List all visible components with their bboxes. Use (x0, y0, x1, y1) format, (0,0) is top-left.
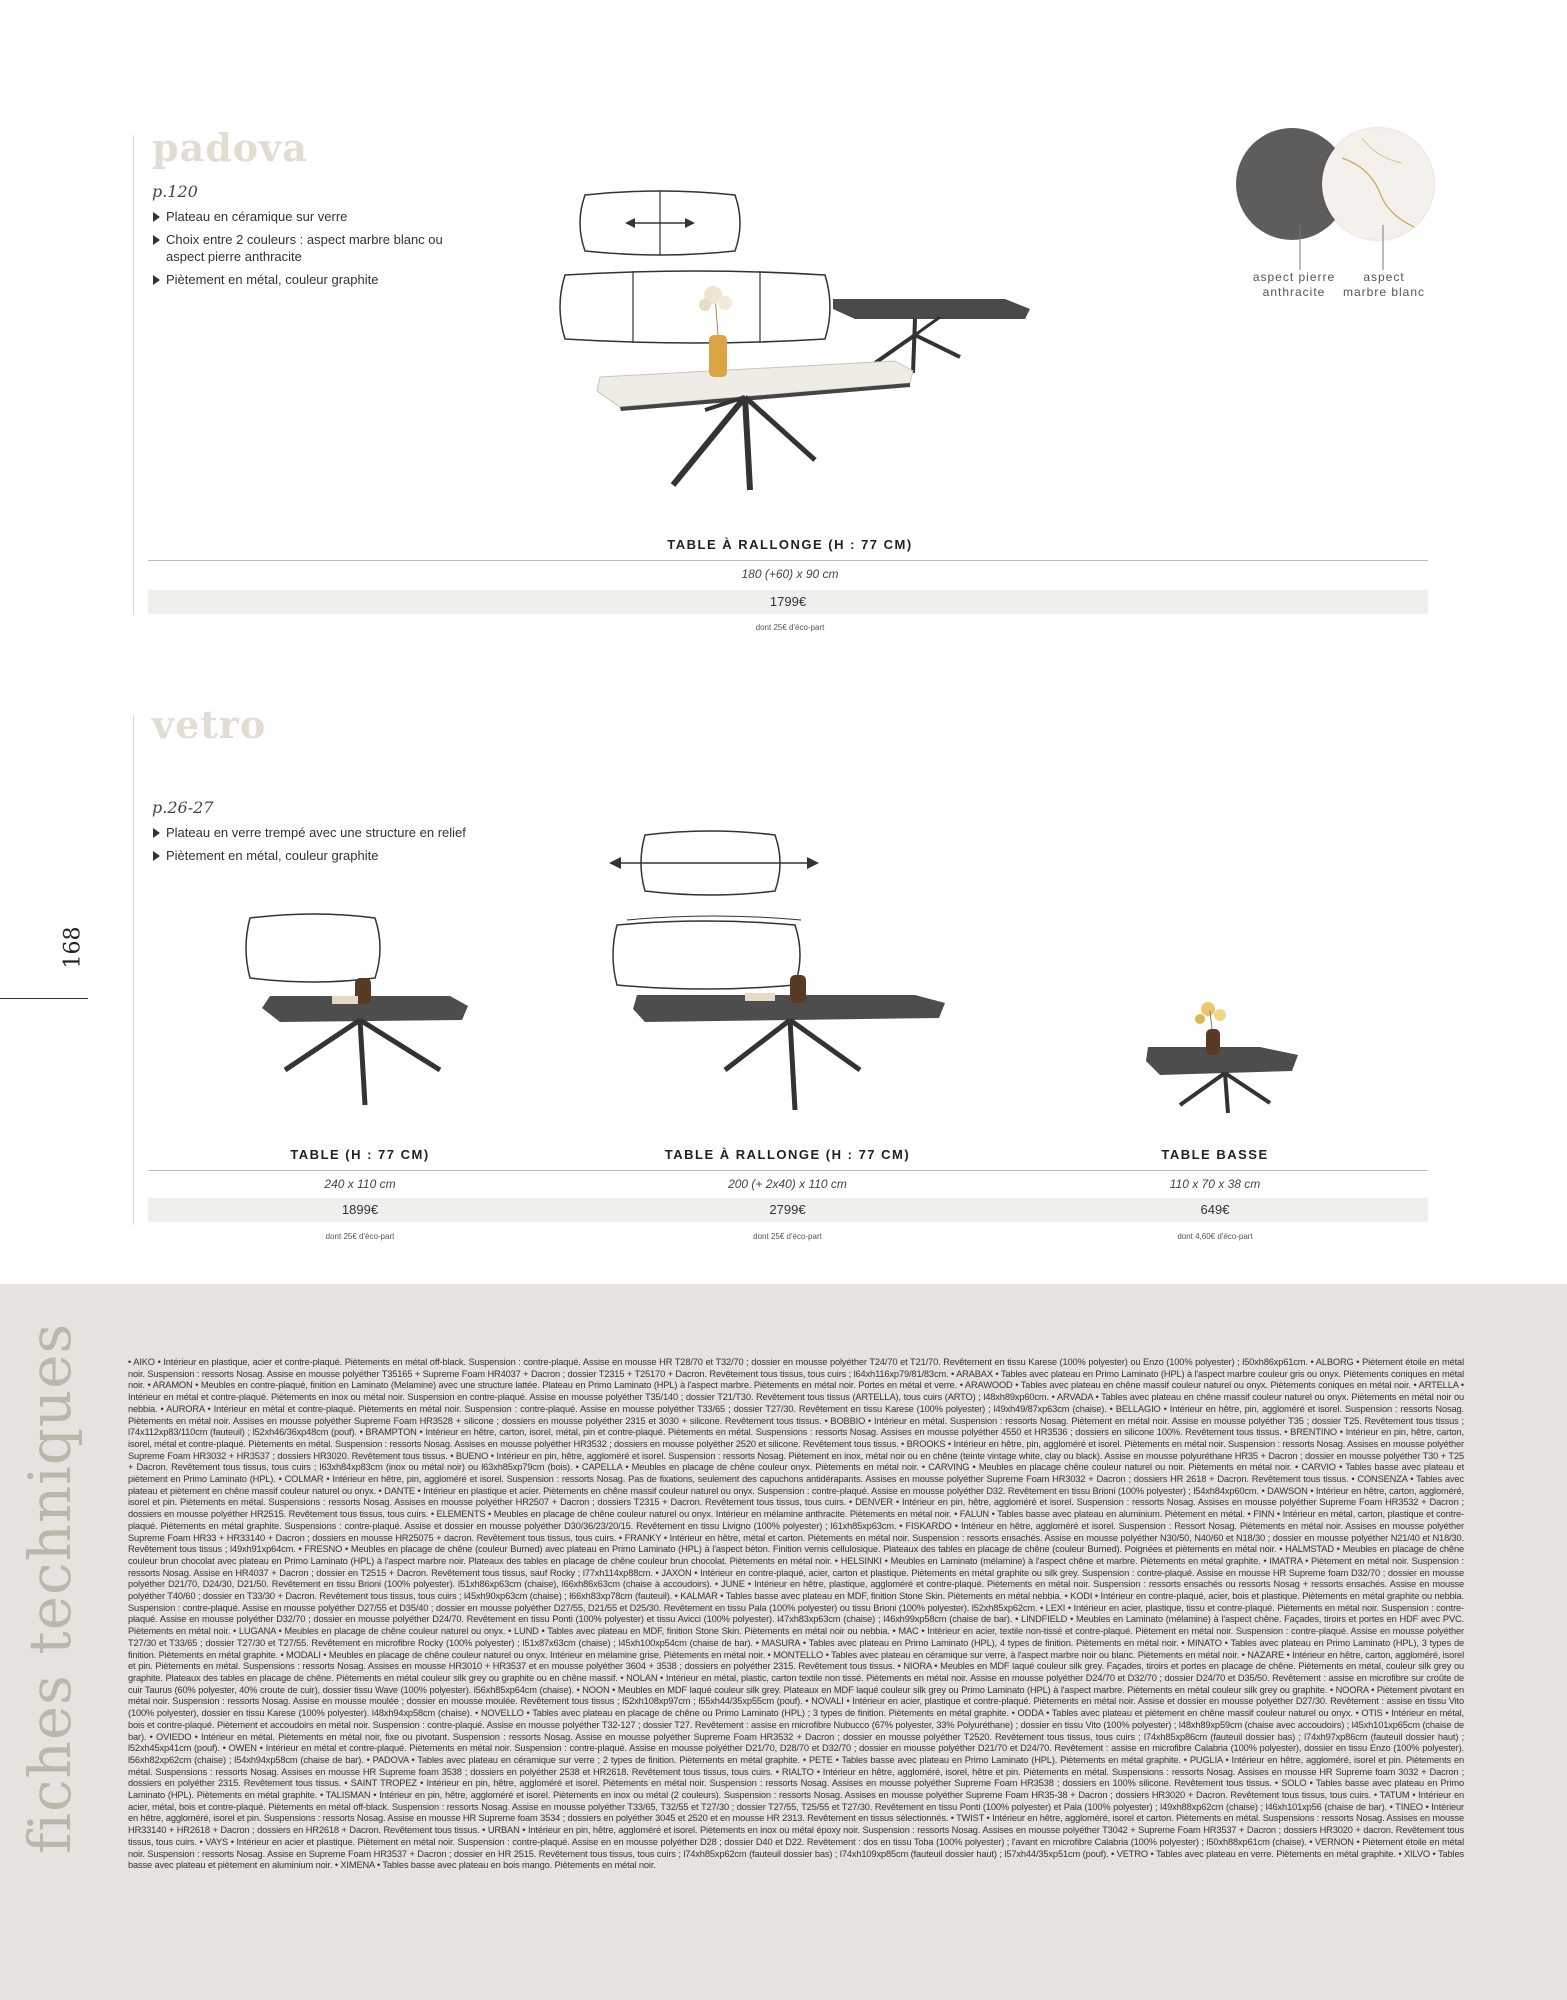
tech-sheet-title: fiches techniques (16, 1322, 84, 1854)
vetro-extension-eco-part: dont 25€ d'éco-part (753, 1232, 822, 1241)
swatch-marble (1322, 128, 1434, 240)
tech-sheet-text: • AIKO • Intérieur en plastique, acier et contre-plaqué. Piètements en métal off-black. Suspension : contre-plaqué. Assise en mousse HR T28/70 et T32/70 ; dossier en mousse polyéther T24/70 et T21/70. Revêtement en tissu Karese (100% polyester) ou Enzo (100% polyester) ; l50xh86xp61cm. • ALBORG • Piètement étoile en métal noir. Suspension : ressorts Nosag. Assise en mousse polyéther T35165 + Supreme Foam HR4037 + Dacron ; dossier T2315 + T25170 + Dacron. Revêtement tous tissus, tous cuirs ; l64xh116xp79/81/83cm. • ARABAX • Tables avec plateau en Primo Laminato (HPL) à l'aspect marbre couleur gris ou onyx. Piètements coniques en métal noir. • ARAMON • Meubles en contre-plaqué, finition en Laminato (Melamine) avec une structure lattée. Plateau en Primo Laminato (HPL) à l'aspect marbre. Piètements en métal noir. Portes en métal et verre. • ARAWOOD • Tables avec plateau en chêne massif couleur naturel ou onyx. Piètements coniques en métal noir. • ARTELLA • Intérieur en métal et contre-plaqué. Piètements en inox ou métal noir. Suspension en contre-plaqué. Assise en mousse polyéther T35/140 ; dossier T21/T30. Revêtement tous tissus (ARTELLA), tous cuirs (ARTO) ; l48xh89xp60cm. • ARVADA • Tables avec plateau en chêne massif couleur naturel ou onyx. Piètements en métal noir ou nebbia. • AURORA • Intérieur en métal et contre-plaqué. Piètements en métal noir. Suspension : contre-plaqué. Assise en mousse polyéther T33/65 ; dossier T27/30. Revêtement en tissu Karese (100% polyester) ; l49xh49/87xp63cm (chaise). • BELLAGIO • Intérieur en hêtre, pin, aggloméré et isorel. Suspension : ressorts Nosag. Piètements en métal noir. Assises en mousse polyéther Supreme Foam HR3528 + silicone ; dossiers en mousse polyéther 2315 et 3030 + silicone. Revêtement tous tissus. • BOBBIO • Intérieur en métal. Suspension : ressorts Nosag. Piètement en métal noir. Assise en mousse polyéther T35 ; dossier T25. Revêtement tous tissus ; l74x112xp83/110cm (fauteuil) ; l52xh46/36xp48cm (pouf). • BRAMPTON • Intérieur en hêtre, carton, isorel, métal, pin et contre-plaqué. Piètements en métal. Suspensions : ressorts Nosag. Assises en mousse polyéther 4550 et HR3536 ; dossiers en silicone 100%. Revêtement tous tissus. • BRENTINO • Intérieur en pin, hêtre, carton, isorel, métal et contre-plaqué. Piètements en métal. Suspension : ressorts Nosag. Assises en mousse polyéther HR3532 ; dossiers en mousse polyéther 2520 et silicone. Revêtement tous tissus. • BROOKS • Intérieur en hêtre, pin, aggloméré et isorel. Piètements en métal noir. Suspension : ressorts Nosag. Assises en mousse polyéther Supreme Foam HR3032 + HR3537 ; dossiers HR3020. Revêtement tous tissus. • BUENO • Intérieur en pin, hêtre, aggloméré et isorel. Suspension : ressorts Nosag. Piètement en inox, métal noir ou en chêne (teinte vintage white, clay ou black). Assise en mousse polyuréthane HR35 + Dacron ; dossier en mousse polyéther T30 + T25 + Dacron. Revêtement tous tissus, tous cuirs ; l63xh84xp83cm (inox ou métal noir) ou l63xh85xp79cm (bois). • CAPELLA • Meubles en placage de chêne couleur onyx. Piètements en métal noir. • CARVING • Meubles en placage chêne couleur naturel ou noir. Piètements en métal noir. • CARVIO • Tables basse avec plateau et piètement en Primo Laminato (HPL). • COLMAR • Intérieur en hêtre, pin, aggloméré et isorel. Suspension : ressorts Nosag. Pas de fixations, seulement des capuchons antidérapants. Assises en mousse polyéther Supreme Foam HR3032 + Dacron ; dossiers HR 2618 + Dacron. Revêtement tous tissus. • CONSENZA • Tables avec plateau et piètement en chêne massif couleur naturel ou onyx. • DANTE • Intérieur en plastique et acier. Piètements en chêne massif couleur naturel ou onyx. Suspension : contre-plaqué. Assise en mousse polyéther D32. Revêtement en tissu Brioni (100% polyester) ; l54xh84xp60cm. • DAWSON • Intérieur en hêtre, carton, aggloméré, isorel et pin. Piètements en métal. Suspensions : ressorts Nosag. Assises en mousse polyéther HR2507 + Dacron ; dossiers T2315 + Dacron. Revêtement tous tissus, tous cuirs. • DENVER • Intérieur en pin, hêtre, aggloméré et isorel. Suspension : ressorts Nosag. Assises en mousse polyéther Supreme Foam HR3532 + Dacron ; dossiers en mousse polyéther HR2515. Revêtement tous tissus, tous cuirs. • ELEMENTS • Meubles en placage de chêne couleur naturel ou onyx. Intérieur en mélamine anthracite. Piètements en métal noir. • FALUN • Tables basse avec plateau en aluminium. Piètement en métal. • FINN • Intérieur en métal, carton, plastique et contre-plaqué. Piètements en métal graphite. Suspensions : contre-plaqué. Assise et dossier en mousse polyéther D30/36/23/20/15. Revêtement en tissu Livigno (100% polyester) ; l61xh85xp63cm. • FISKARDO • Intérieur en hêtre, aggloméré et isorel. Suspension : Ressort Nosag. Piètements en métal noir. Assises en mousse polyéther Supreme Foam HR33 + HR33140 + Dacron ; dossiers en mousse HR25075 + dacron. Revêtement tous tissus, tous cuirs. • FRANKY • Intérieur en hêtre, métal et carton. Piètements en métal noir. Suspension : ressorts ensachés. Assise en mousse polyéther N30/50, N40/60 et N18/30 ; dossier en mousse polyéther N21/40 et N18/30. Revêtement tous tissus ; l49xh91xp64cm. • FRESNO • Meubles en placage de chêne (couleur Burned) avec plateau en Primo Laminato (HPL) à l'aspect béton. Finition vernis cellulosique. Plateaux des tables en placage de chêne (couleur Burned). Poignées et piètements en métal noir. • HALMSTAD • Meubles en placage de chêne couleur brun chocolat avec plateau en Primo Laminato (HPL) à l'aspect marbre noir. Plateaux des tables en placage de chêne couleur brun chocolat. Piètements en métal noir. • HELSINKI • Meubles en Laminato (mélamine) à l'aspect chêne et marbre. Piètements en métal graphite. • IMATRA • Piètement en métal noir. Suspension : ressorts Nosag. Assise en HR4037 + Dacron ; dossier en T2515 + Dacron. Revêtement tous tissus, sauf Rocky ; l77xh114xp88cm. • JAXON • Intérieur en contre-plaqué, acier, carton et plastique. Piètements en métal graphite ou silk grey. Suspension : contre-plaqué. Assise en mousse HR Supreme foam D32/70 ; dossier en mousse polyéther D21/70, D24/30, D21/50. Revêtement en tissu Brioni (100% polyester). l51xh86xp63cm (chaise), l66xh86x63cm (chaise à accoudoirs). • JUNE • Intérieur en hêtre, plastique, aggloméré et contre-plaqué. Piètements en métal noir. Suspension : ressorts ensachés ou ressorts Nosag + ressorts ensachés. Assise en mousse polyéther T40/60 ; dossier en T33/30 + Dacron. Revêtement tous tissus, tous cuirs ; l45xh90xp63cm (chaise) ; l66xh83xp78cm (fauteuil). • KALMAR • Tables basse avec plateau en MDF, finition Stone Skin. Piètements en métal nebbia. • KODI • Intérieur en contre-plaqué, acier, bois et plastique. Piètements en métal graphite ou nebbia. Suspension : contre-plaqué. Assise en mousse polyéther D27/55 et D35/40 ; dossier en mousse polyéther D27/55, D21/55 et D25/30. Revêtement en tissu Pala (100% polyester) ou tissu Brioni (100% polyester). l52xh85xp62cm. • LEXI • Intérieur en acier, plastique, tissu et contre-plaqué. Piètements en métal noir. Suspension : contre-plaqué. Assise en mousse polyéther D32/70 ; dossier en mousse polyéther D24/70. Revêtement en tissu Ponti (100% polyester) et tissu Avicci (100% polyester). l47xh83xp63cm (chaise) ; l46xh99xp58cm (chaise de bar). • LINDFIELD • Meubles en Laminato (mélamine) à l'aspect chêne. Façades, tiroirs et portes en HDF avec PVC. Piètements en métal noir. • LUGANA • Meubles en placage de chêne couleur naturel ou onyx. • LUND • Tables avec plateau en MDF, finition Stone Skin. Piètements en métal noir ou nebbia. • MAC • Intérieur en acier, textile non-tissé et contre-plaqué. Piètement en métal noir. Suspension : contre-plaqué. Assise en mousse polyéther T27/30 et T33/65 ; dossier T27/30 et T27/55. Revêtement en microfibre Rocky (100% polyester) ; l51x87x63cm (chaise) ; l45xh100xp54cm (chaise de bar). • MASURA • Tables avec plateau en Primo Laminato (HPL), 4 types de finition. Piètements en métal noir. • MINATO • Tables avec plateau en Primo Laminato (HPL), 3 types de finition. Piètements en métal graphite. • MODALI • Meubles en placage de chêne couleur naturel ou onyx. Intérieur en mélamine grise. Piètements en métal noir. • MONTELLO • Tables avec plateau en céramique sur verre, à l'aspect marbre noir ou blanc. Piètements en métal noir. • NAZARE • Intérieur en hêtre, carton, aggloméré, isorel et pin. Piètements en métal. Suspensions : ressorts Nosag. Assises en mousse HR3010 + HR3537 et en mousse polyéther 3604 + 3538 ; dossiers en polyéther 2315. Revêtement tous tissus. • NIORA • Meubles en MDF laqué couleur silk grey. Façades, tiroirs et portes en placage de chêne. Piètements en métal, couleur silk grey ou graphite. Plateaux des tables en placage de chêne. Piètements en métal couleur silk grey ou graphite ou en chêne massif. • NOLAN • Intérieur en métal, plastic, carton textile non tissé. Piètements en métal noir. Assise en mousse polyéther D24/70 et D32/70 ; dossier D24/70 et D35/50. Revêtement : assise en microfibre sur croûte de cuir Taurus (60% polyester, 40% croute de cuir), dossier tissu Wave (100% polyester). l56xh85xp64cm (chaise). • NOON • Meubles en MDF laqué couleur silk grey. Plateaux en MDF laqué couleur silk grey ou Primo Laminato (HPL) à l'aspect marbre. Piètements en métal couleur silk grey ou graphite. • NOORA • Piètement pivotant en métal noir. Suspension : ressorts Nosag. Assise en mousse moulée ; dossier en mousse moulée. Revêtement tous tissus ; l52xh108xp97cm ; l55xh44/35xp55cm (pouf). • NOVALI • Intérieur en acier, plastique et contre-plaqué. Piètements en métal noir. Assise et dossier en mousse polyéther D27/30. Revêtement : assise en tissu Vito (100% polyester), dossier en tissu Karese (100% polyester). l48xh94xp58cm (chaise). • NOVELLO • Tables avec plateau en placage de chêne ou Primo Laminato (HPL) ; 3 types de finition. Piètements en métal graphite. • ODDA • Tables avec plateau et piètement en chêne massif couleur naturel ou onyx. • OTIS • Intérieur en métal, bois et contre-plaqué. Piètement et accoudoirs en métal noir. Suspension : contre-plaqué. Assise en mousse polyéther T32-127 ; dossier T27. Revêtement : assise en microfibre Nubucco (67% polyester, 33% Polyuréthane) ; dossier en tissu Vito (100% polyester) ; l48xh89xp59cm (chaise avec accoudoirs) ; l45xh101xp65cm (chaise de bar). • OVIEDO • Intérieur en métal. Piètements en métal noir, fixe ou pivotant. Suspension : ressorts Nosag. Assise en mousse polyéther Supreme Foam HR3532 + Dacron ; dossier en mousse polyéther T2520. Revêtement tous tissus, tous cuirs ; l74xh85xp86cm (fauteuil dossier bas) ; l74xh97xp86cm (fauteuil dossier haut) ; l52xh45xp41cm (pouf). • OWEN • Intérieur en métal et contre-plaqué. Piètements en métal noir. Suspension : contre-plaqué. Assise en mousse polyéther D21/70, D28/70 et D32/70 ; dossier en mousse polyéther D21/70 et D24/70. Revêtement : assise en microfibre Calabria (100% polyester), dossier en tissu Enzo (100% polyester). l56xh82xp62cm (chaise) ; l54xh94xp58cm (chaise de bar). • PADOVA • Tables avec plateau en céramique sur verre ; 2 types de finition. Piètements en métal graphite. • PETE • Tables basse avec plateau en Primo Laminato (HPL). Piètements en métal graphite. • PUGLIA • Intérieur en hêtre, aggloméré, isorel et pin. Piètements en métal. Suspensions : ressorts Nosag. Assises en mousse HR Supreme foam 3538 ; dossiers en polyéther 2538 et HR2618. Revêtement tous tissus, tous cuirs. • RIALTO • Intérieur en hêtre, aggloméré, isorel, hêtre et pin. Piètements en métal. Suspensions : ressorts Nosag. Assises en mousse HR Supreme foam 3032 + Dacron ; dossiers en polyéther 2315. Revêtement tous tissus. • SAINT TROPEZ • Intérieur en pin, hêtre, aggloméré et isorel. Piètements en métal noir. Suspension : ressorts Nosag. Assises en mousse polyéther Supreme Foam HR3538 ; dossiers en 100% silicone. Revêtement tous tissus. • SOLO • Tables basse avec plateau en Primo Laminato (HPL). Piètements en métal graphite. • TALISMAN • Intérieur en pin, hêtre, aggloméré et isorel. Piètements en inox ou métal (2 couleurs). Suspension : ressorts Nosag. Assises en mousse polyéther Supreme Foam HR35-38 + Dacron ; dossiers HR3020 + Dacron. Revêtement tous tissus, tous cuirs. • TATUM • Intérieur en acier, métal, bois et contre-plaqué. Piètements en métal off-black. Suspension : ressorts Nosag. Assise en mousse polyéther T33/65, T32/55 et T27/30 ; dossier T27/55, T25/55 et T27/30. Revêtement en tissu Ponti (100% polyester) et Pala (100% polyester) ; l49xh88xp62cm (chaise) ; l46xh101xp56 (chaise de bar). • TINEO • Intérieur en hêtre, aggloméré, isorel et pin. Suspensions : ressorts Nosag. Assise en mousse HR Supreme foam 3534 ; dossiers en polyéther 3045 et 2520 et en mousse HR 2313. Revêtement en tissus sélectionnés. • TWIST • Intérieur en hêtre, aggloméré, isorel et carton. Piètements en métal. Suspensions : ressorts Nosag. Assises en mousse HR33140 + HR2618 + Dacron ; dossiers en HR2618 + Dacron. Revêtement tous tissus. • URBAN • Intérieur en pin, hêtre, aggloméré et isorel. Piètements en inox ou métal époxy noir. Suspension : ressorts Nosag. Assises en mousse polyéther T3042 + Supreme Foam HR3537 + Dacron ; dossiers HR3020 + dacron. Revêtement tous tissus, tous cuirs. • VAYS • Intérieur en acier et plastique. Piètement en métal noir. Suspension : contre-plaqué. Assise en en mousse polyéther D28 ; dossier D40 et D22. Revêtement : dos en tissu Toba (100% polyester) ; l'avant en microfibre Calabria (100% polyester) ; l50xh88xp61cm (chaise). • VERNON • Piètement étoile en métal noir. Suspension : ressorts Nosag. Assise en Supreme Foam HR3537 + Dacron ; dossier en HR 2515. Revêtement tous tissus, tous cuirs ; l74xh85xp62cm (fauteuil dossier bas) ; l74xh109xp85cm (fauteuil dossier haut) ; l57xh44/35xp51cm (pouf). • VETRO • Tables avec plateau en verre. Piètements en métal graphite. • XILVO • Tables basse avec plateau et piètement en aluminium noir. • XIMENA • Tables basse avec plateau en bois mango. Piètements en métal noir. (128, 1357, 1464, 1871)
vetro-coffee-table-dimensions: 110 x 70 x 38 cm (1169, 1177, 1261, 1191)
padova-features (152, 208, 452, 294)
feature-item: Piètement en métal, couleur graphite (152, 847, 532, 864)
vetro-page-ref: p.26-27 (152, 798, 214, 817)
marble-table-top (597, 361, 913, 407)
vetro-features (152, 824, 532, 870)
padova-section-rule (133, 135, 134, 615)
padova-eco-part: dont 25€ d'éco-part (755, 623, 825, 632)
feature-item: Plateau en céramique sur verre (152, 208, 452, 225)
vetro-table-illustration (240, 910, 470, 1110)
padova-product-label: TABLE À RALLONGE (H : 77 CM) (667, 537, 913, 552)
vetro-extending-table-top (633, 995, 945, 1022)
vetro-coffee-table-label: TABLE BASSE (1161, 1147, 1269, 1162)
vetro-coffee-table-price: 649€ (1200, 1202, 1230, 1217)
vetro-table-price: 1899€ (341, 1202, 379, 1217)
vetro-section-rule (133, 715, 134, 1225)
feature-item: Plateau en verre trempé avec une structure en relief (152, 824, 532, 841)
vetro-extension-label: TABLE À RALLONGE (H : 77 CM) (664, 1147, 911, 1162)
feature-item: Piètement en métal, couleur graphite (152, 271, 452, 288)
vase-icon (709, 335, 727, 377)
padova-table-illustration (555, 185, 1055, 505)
vetro-divider (148, 1170, 1428, 1171)
swatch-label-marble: aspect marbre blanc (1342, 270, 1426, 299)
vetro-coffee-table-eco-part: dont 4,60€ d'éco-part (1177, 1232, 1253, 1241)
vetro-coffee-table-illustration (1140, 995, 1310, 1115)
page-number: 168 (60, 926, 86, 969)
vetro-title: vetro (152, 702, 267, 747)
anthracite-table-top (833, 299, 1030, 319)
vetro-table-eco-part: dont 25€ d'éco-part (325, 1232, 395, 1241)
vetro-table-dimensions: 240 x 110 cm (324, 1177, 396, 1191)
top-view-extended-outline (560, 271, 830, 343)
padova-page-ref: p.120 (152, 182, 198, 201)
swatch-label-anthracite: aspect pierre anthracite (1252, 270, 1336, 299)
vetro-extension-dimensions: 200 (+ 2x40) x 110 cm (728, 1177, 847, 1191)
page-number-rule (0, 998, 88, 999)
padova-divider (148, 560, 1428, 561)
vetro-extension-illustration (605, 825, 960, 1115)
padova-title: padova (152, 125, 308, 170)
feature-item: Choix entre 2 couleurs : aspect marbre blanc ou aspect pierre anthracite (152, 231, 452, 265)
padova-price: 1799€ (148, 590, 1428, 614)
padova-dimensions: 180 (+60) x 90 cm (741, 567, 839, 581)
vetro-table-label: TABLE (H : 77 CM) (290, 1147, 430, 1162)
vetro-extension-price: 2799€ (769, 1202, 806, 1217)
